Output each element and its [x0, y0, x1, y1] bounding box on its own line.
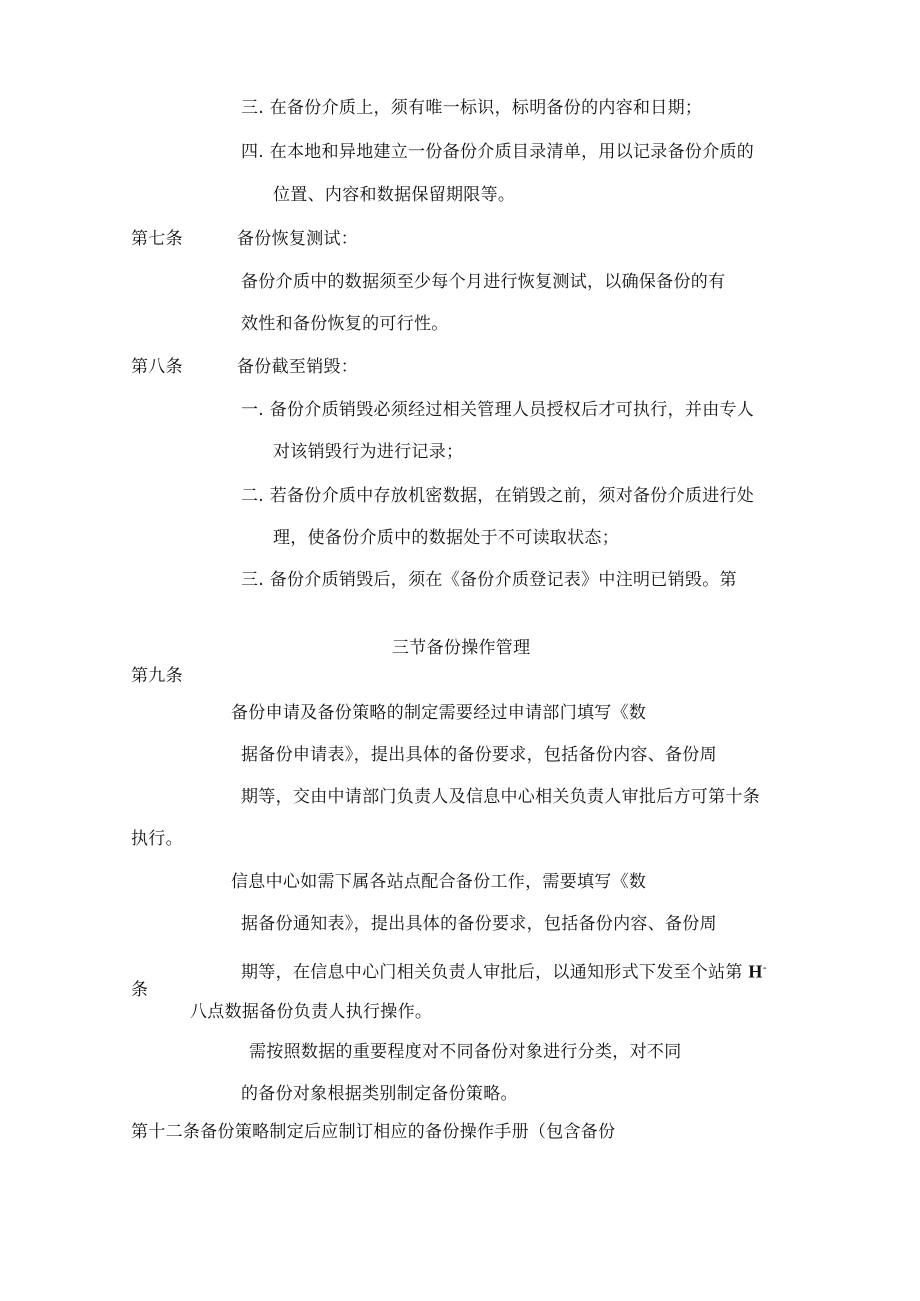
article-8-clause-2: 二. 若备份介质中存放机密数据，在销毁之前，须对备份介质进行处 — [241, 486, 755, 506]
article-10-body-line-3-text: 期等，在信息中心门相关负责人审批后，以通知形式下发至个站第 — [241, 962, 743, 983]
article-10-body-line-4: 八点数据备份负责人执行操作。 — [190, 1002, 433, 1022]
article-7-title: 备份恢复测试： — [237, 229, 359, 249]
article-12-body: 第十二条备份策略制定后应制订相应的备份操作手册（包含备份 — [131, 1122, 616, 1142]
article-8-title: 备份截至销毁： — [237, 357, 359, 377]
article-11-body-line-2: 的备份对象根据类别制定备份策略。 — [241, 1084, 518, 1104]
article-9-body-line-3: 期等，交由中请部门负责人及信息中心相关负责人审批后方可第十条 — [241, 787, 760, 807]
article-10-body-line-3 — [241, 957, 767, 984]
clause-3-media-identification: 三. 在备份介质上，须有唯一标识，标明备份的内容和日期； — [241, 98, 703, 118]
article-11-label-tail: 条 — [131, 980, 149, 1000]
section-title: 三节备份操作管理 — [392, 638, 531, 658]
article-8-clause-1-continuation: 对该销毁行为进行记录； — [273, 442, 464, 462]
garbled-h-glyph: H — [748, 961, 763, 982]
article-9-label: 第九条 — [131, 666, 183, 686]
article-9-body-line-2: 据备份申请表》，提出具体的备份要求，包括备份内容、备份周 — [241, 745, 717, 765]
article-7-label: 第七条 — [131, 229, 183, 249]
article-10-body-line-2: 据备份通知表》，提出具体的备份要求，包括备份内容、备份周 — [241, 914, 717, 934]
clause-4-media-catalog: 四. 在本地和异地建立一份备份介质目录清单，用以记录备份介质的 — [241, 142, 755, 162]
garbled-superscript-mark: - — [762, 961, 768, 974]
article-11-body: 需按照数据的重要程度对不同备份对象进行分类，对不同 — [249, 1042, 682, 1062]
article-8-clause-2-continuation: 理，使备份介质中的数据处于不可读取状态； — [273, 528, 619, 548]
article-8-label: 第八条 — [131, 357, 183, 377]
article-10-body: 信息中心如需下属各站点配合备份工作，需要填写《数 — [231, 872, 647, 892]
article-7-body: 备份介质中的数据须至少每个月进行恢复测试，以确保备份的有 — [241, 272, 726, 292]
article-8-clause-3: 三. 备份介质销毁后，须在《备份介质登记表》中注明已销毁。第 — [241, 570, 737, 590]
article-9-body: 备份申请及备份策略的制定需要经过申请部门填写《数 — [231, 703, 647, 723]
article-9-body-line-4: 执行。 — [131, 829, 183, 849]
article-8-clause-1: 一. 备份介质销毁必须经过相关管理人员授权后才可执行，并由专人 — [241, 400, 755, 420]
article-7-body-continuation: 效性和备份恢复的可行性。 — [241, 314, 449, 334]
clause-4-continuation: 位置、内容和数据保留期限等。 — [273, 185, 516, 205]
